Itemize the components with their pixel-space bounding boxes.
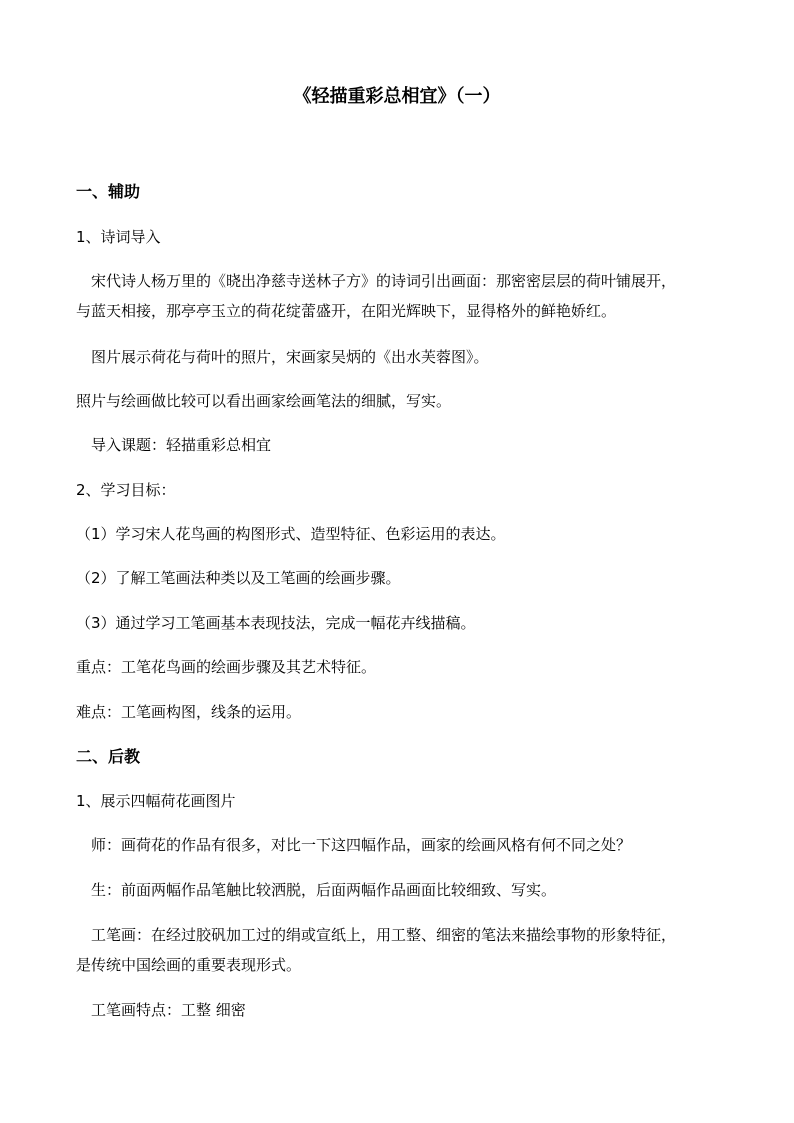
section-heading-1: 一、辅助 [76, 182, 141, 201]
student-line: 生：前面两幅作品笔触比较洒脱，后面两幅作品画面比较细致、写实。 [91, 881, 557, 899]
section-heading-2: 二、后教 [76, 747, 141, 766]
goal-3: （3）通过学习工笔画基本表现技法，完成一幅花卉线描稿。 [76, 614, 476, 632]
key-point: 重点：工笔花鸟画的绘画步骤及其艺术特征。 [76, 658, 377, 676]
paragraph-topic: 导入课题：轻描重彩总相宜 [91, 436, 272, 454]
goal-1: （1）学习宋人花鸟画的构图形式、造型特征、色彩运用的表达。 [76, 525, 506, 543]
paragraph-photo: 图片展示荷花与荷叶的照片，宋画家吴炳的《出水芙蓉图》。 [91, 348, 489, 366]
goal-2: （2）了解工笔画法种类以及工笔画的绘画步骤。 [76, 569, 401, 587]
teacher-line: 师：画荷花的作品有很多，对比一下这四幅作品，画家的绘画风格有何不同之处？ [91, 836, 632, 854]
gongbi-definition-line2: 是传统中国绘画的重要表现形式。 [76, 956, 302, 974]
page-title: 《轻描重彩总相宜》（一） [293, 86, 501, 107]
paragraph-poem-line1: 宋代诗人杨万里的《晓出净慈寺送林子方》的诗词引出画面：那密密层层的荷叶铺展开， [91, 272, 677, 290]
paragraph-compare: 照片与绘画做比较可以看出画家绘画笔法的细腻，写实。 [76, 392, 452, 410]
gongbi-features: 工笔画特点：工整 细密 [91, 1001, 246, 1019]
item-poetry-intro: 1、诗词导入 [76, 228, 161, 246]
difficulty: 难点：工笔画构图，线条的运用。 [76, 703, 302, 721]
item-goals: 2、学习目标： [76, 481, 176, 499]
paragraph-poem-line2: 与蓝天相接，那亭亭玉立的荷花绽蕾盛开，在阳光辉映下，显得格外的鲜艳娇红。 [76, 302, 617, 320]
gongbi-definition-line1: 工笔画：在经过胶矾加工过的绢或宣纸上，用工整、细密的笔法来描绘事物的形象特征， [91, 926, 677, 944]
item-show-paintings: 1、展示四幅荷花画图片 [76, 792, 236, 810]
